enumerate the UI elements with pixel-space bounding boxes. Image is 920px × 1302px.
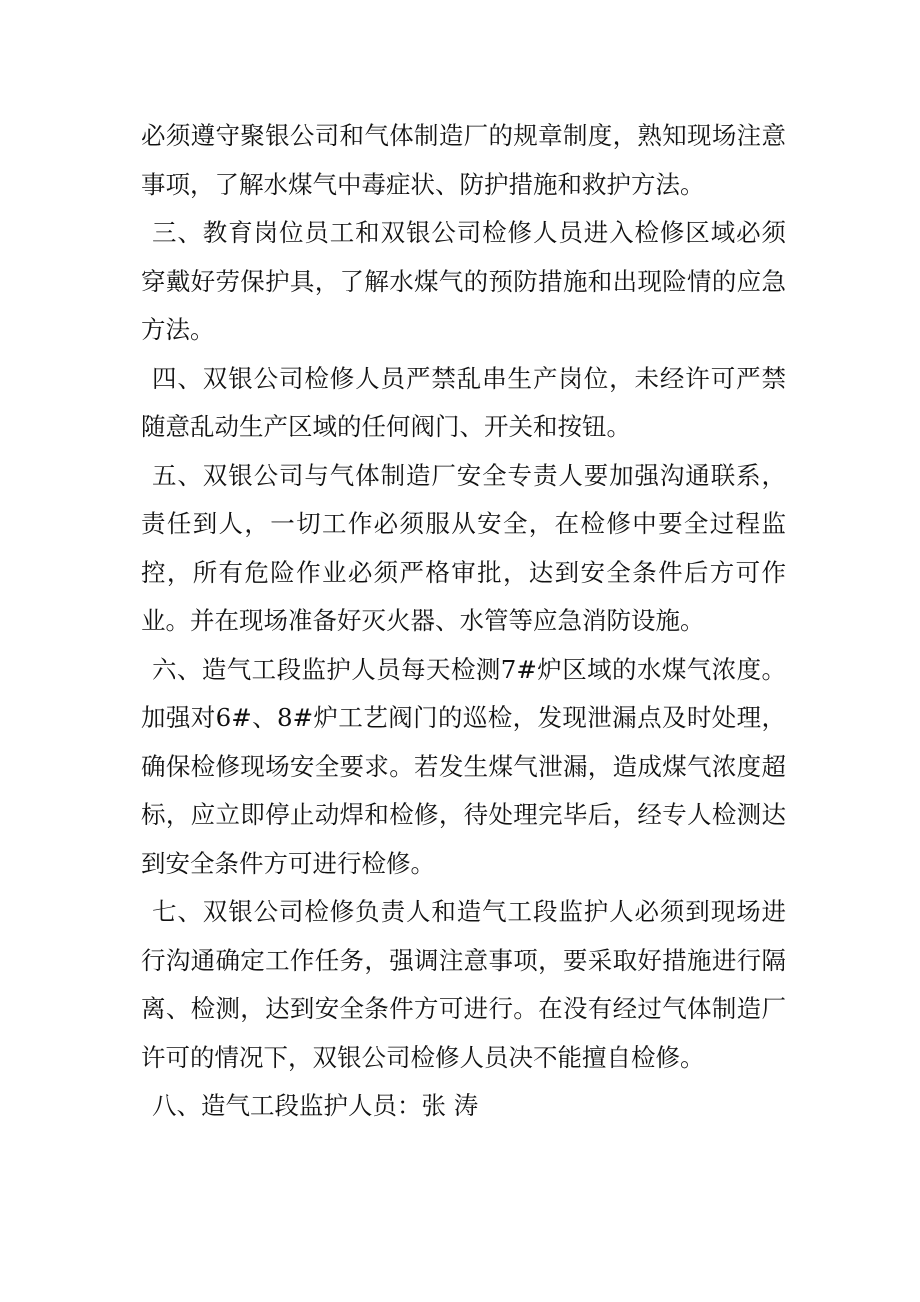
paragraph-item-6: 六、造气工段监护人员每天检测7#炉区域的水煤气浓度。加强对6#、8#炉工艺阀门的巡检，发现泄漏点及时处理，确保检修现场安全要求。若发生煤气泄漏，造成煤气浓度超标，应立即停止动焊和检修，待处理完毕后，经专人检测达到安全条件方可进行检修。 — [141, 654, 786, 878]
paragraph-item-3: 三、教育岗位员工和双银公司检修人员进入检修区域必须穿戴好劳保护具，了解水煤气的预防措施和出现险情的应急方法。 — [141, 218, 786, 344]
paragraph-item-5: 五、双银公司与气体制造厂安全专责人要加强沟通联系，责任到人，一切工作必须服从安全，在检修中要全过程监控，所有危险作业必须严格审批，达到安全条件后方可作业。并在现场准备好灭火器、水管等应急消防设施。 — [141, 460, 786, 635]
paragraph-item-7: 七、双银公司检修负责人和造气工段监护人必须到现场进行沟通确定工作任务，强调注意事项，要采取好措施进行隔离、检测，达到安全条件方可进行。在没有经过气体制造厂许可的情况下，双银公司检修人员决不能擅自检修。 — [141, 897, 786, 1072]
paragraph-item-4: 四、双银公司检修人员严禁乱串生产岗位，未经许可严禁随意乱动生产区域的任何阀门、开关和按钮。 — [141, 363, 786, 441]
paragraph-continuation: 必须遵守聚银公司和气体制造厂的规章制度，熟知现场注意事项，了解水煤气中毒症状、防护措施和救护方法。 — [141, 121, 786, 199]
paragraph-item-8: 八、造气工段监护人员：张 涛 — [152, 1091, 479, 1120]
document-body — [141, 112, 786, 1131]
